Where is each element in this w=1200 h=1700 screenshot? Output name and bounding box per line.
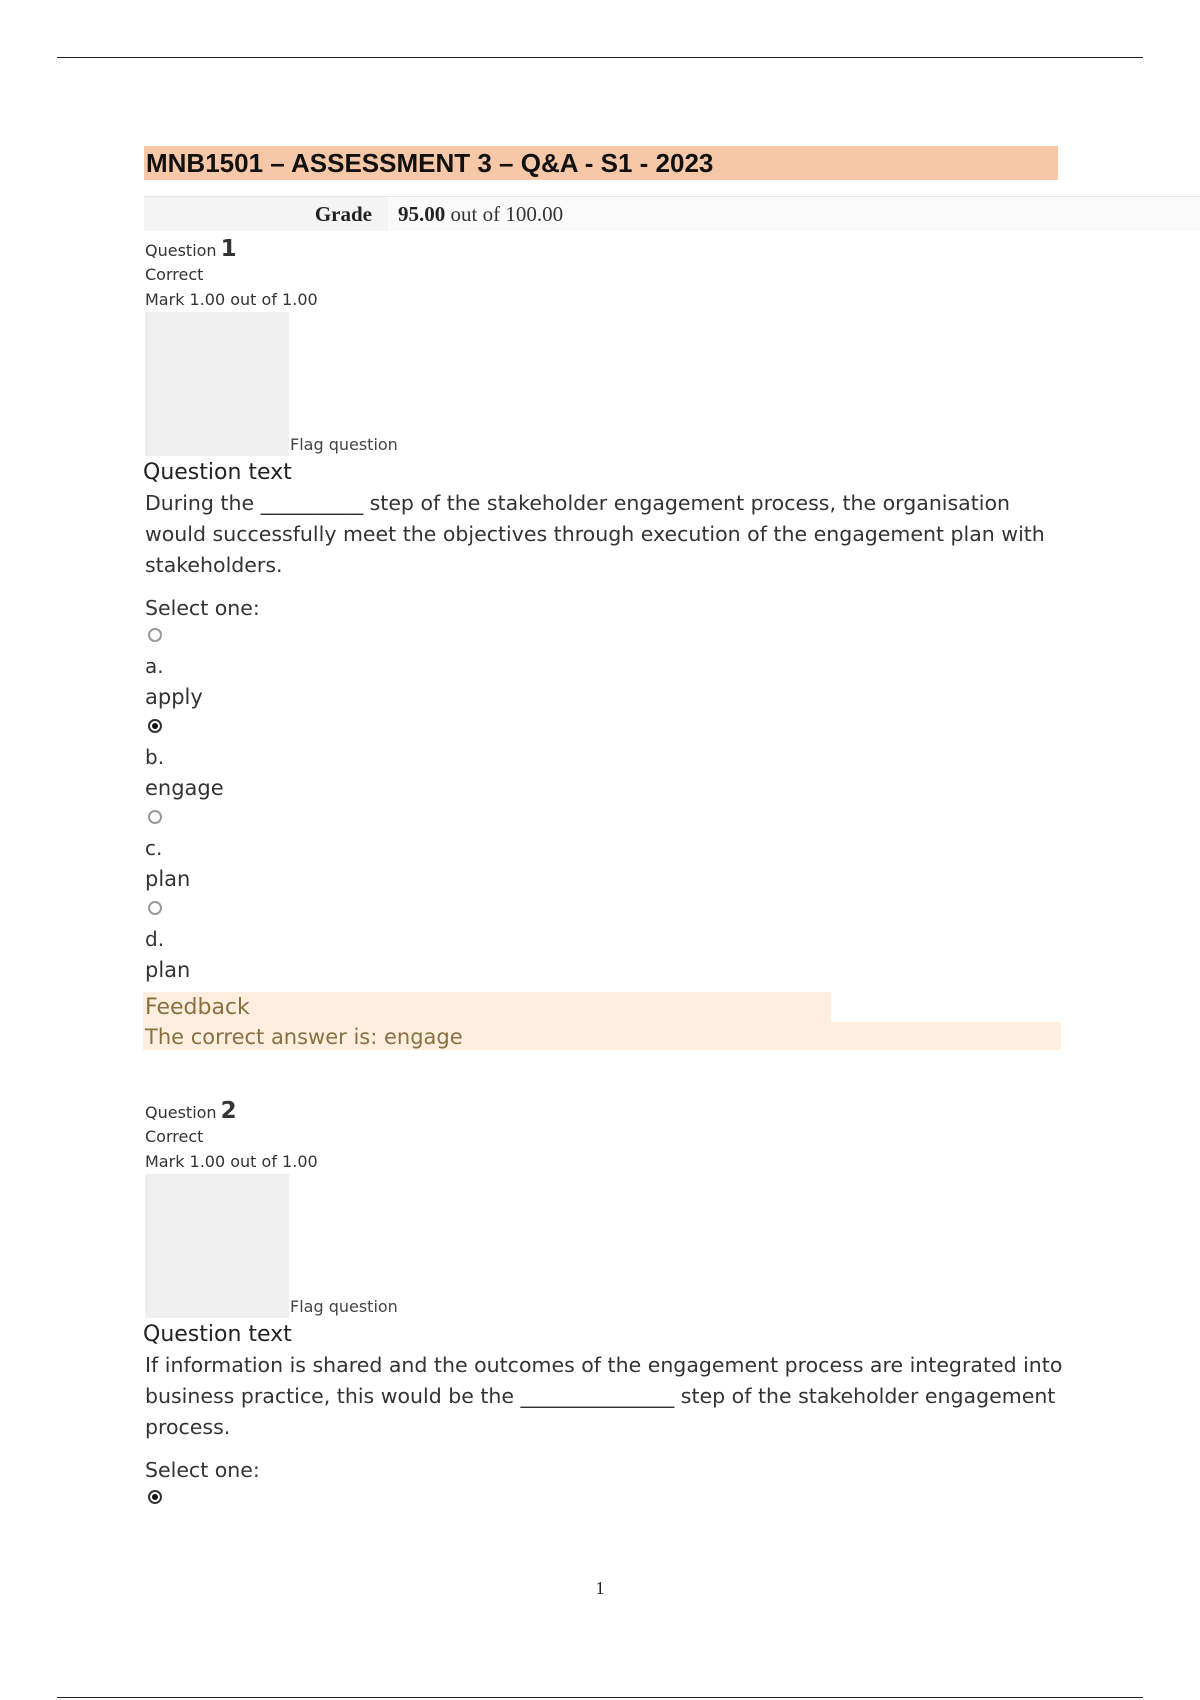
option-d-radio[interactable] — [148, 901, 162, 915]
option-text[interactable]: apply — [145, 685, 203, 709]
question-text-heading: Question text — [143, 460, 292, 485]
option-b-radio[interactable] — [148, 719, 162, 733]
flag-area — [145, 312, 1065, 458]
question-2 — [145, 1098, 1065, 1512]
question-text: If information is shared and the outcomes of the engagement process are integrated into business practice, this would be the _______________ step of the stakeholder engagement process. — [145, 1353, 1063, 1439]
question-label: Question — [145, 1103, 217, 1122]
option-letter: a. — [145, 654, 164, 678]
flag-question-link[interactable]: Flag question — [290, 1297, 398, 1316]
option-a — [145, 1490, 1065, 1504]
feedback-text: The correct answer is: engage — [143, 1022, 1061, 1050]
flag-area — [145, 1174, 1065, 1320]
document-title: MNB1501 – ASSESSMENT 3 – Q&A - S1 - 2023 — [144, 146, 1058, 180]
question-number: 2 — [220, 1098, 237, 1124]
option-text[interactable]: plan — [145, 958, 191, 982]
option-b — [145, 719, 1065, 804]
grade-out-of: out of 100.00 — [445, 202, 564, 226]
flag-icon[interactable] — [145, 312, 289, 456]
grade-label: Grade — [314, 202, 372, 226]
feedback-heading: Feedback — [143, 992, 831, 1022]
option-c — [145, 810, 1065, 895]
question-text: During the __________ step of the stakeholder engagement process, the organisation would successfully meet the objectives through execution of the engagement plan with stakeholders. — [145, 491, 1045, 577]
flag-question-link[interactable]: Flag question — [290, 435, 398, 454]
option-d — [145, 901, 1065, 986]
option-letter: d. — [145, 927, 165, 951]
question-header — [145, 236, 1065, 262]
grade-score: 95.00 — [398, 202, 446, 226]
page-number: 1 — [595, 1578, 605, 1598]
question-label: Question — [145, 241, 217, 260]
question-1 — [145, 236, 1065, 1050]
option-a-radio[interactable] — [148, 628, 162, 642]
bottom-rule — [57, 1697, 1143, 1698]
grade-value — [388, 197, 1200, 231]
question-state: Correct — [145, 1127, 204, 1146]
option-text[interactable]: plan — [145, 867, 191, 891]
option-a-radio[interactable] — [148, 1490, 162, 1504]
question-number: 1 — [220, 236, 237, 262]
top-rule — [57, 57, 1143, 58]
option-a — [145, 628, 1065, 713]
option-letter: c. — [145, 836, 163, 860]
option-letter: b. — [145, 745, 165, 769]
select-one-label: Select one: — [145, 596, 260, 620]
select-one-label: Select one: — [145, 1458, 260, 1482]
grade-row — [144, 196, 1200, 231]
flag-icon[interactable] — [145, 1174, 289, 1318]
option-text[interactable]: engage — [145, 776, 224, 800]
question-mark: Mark 1.00 out of 1.00 — [145, 290, 318, 309]
question-state: Correct — [145, 265, 204, 284]
option-c-radio[interactable] — [148, 810, 162, 824]
question-text-heading: Question text — [143, 1322, 292, 1347]
question-mark: Mark 1.00 out of 1.00 — [145, 1152, 318, 1171]
question-header — [145, 1098, 1065, 1124]
